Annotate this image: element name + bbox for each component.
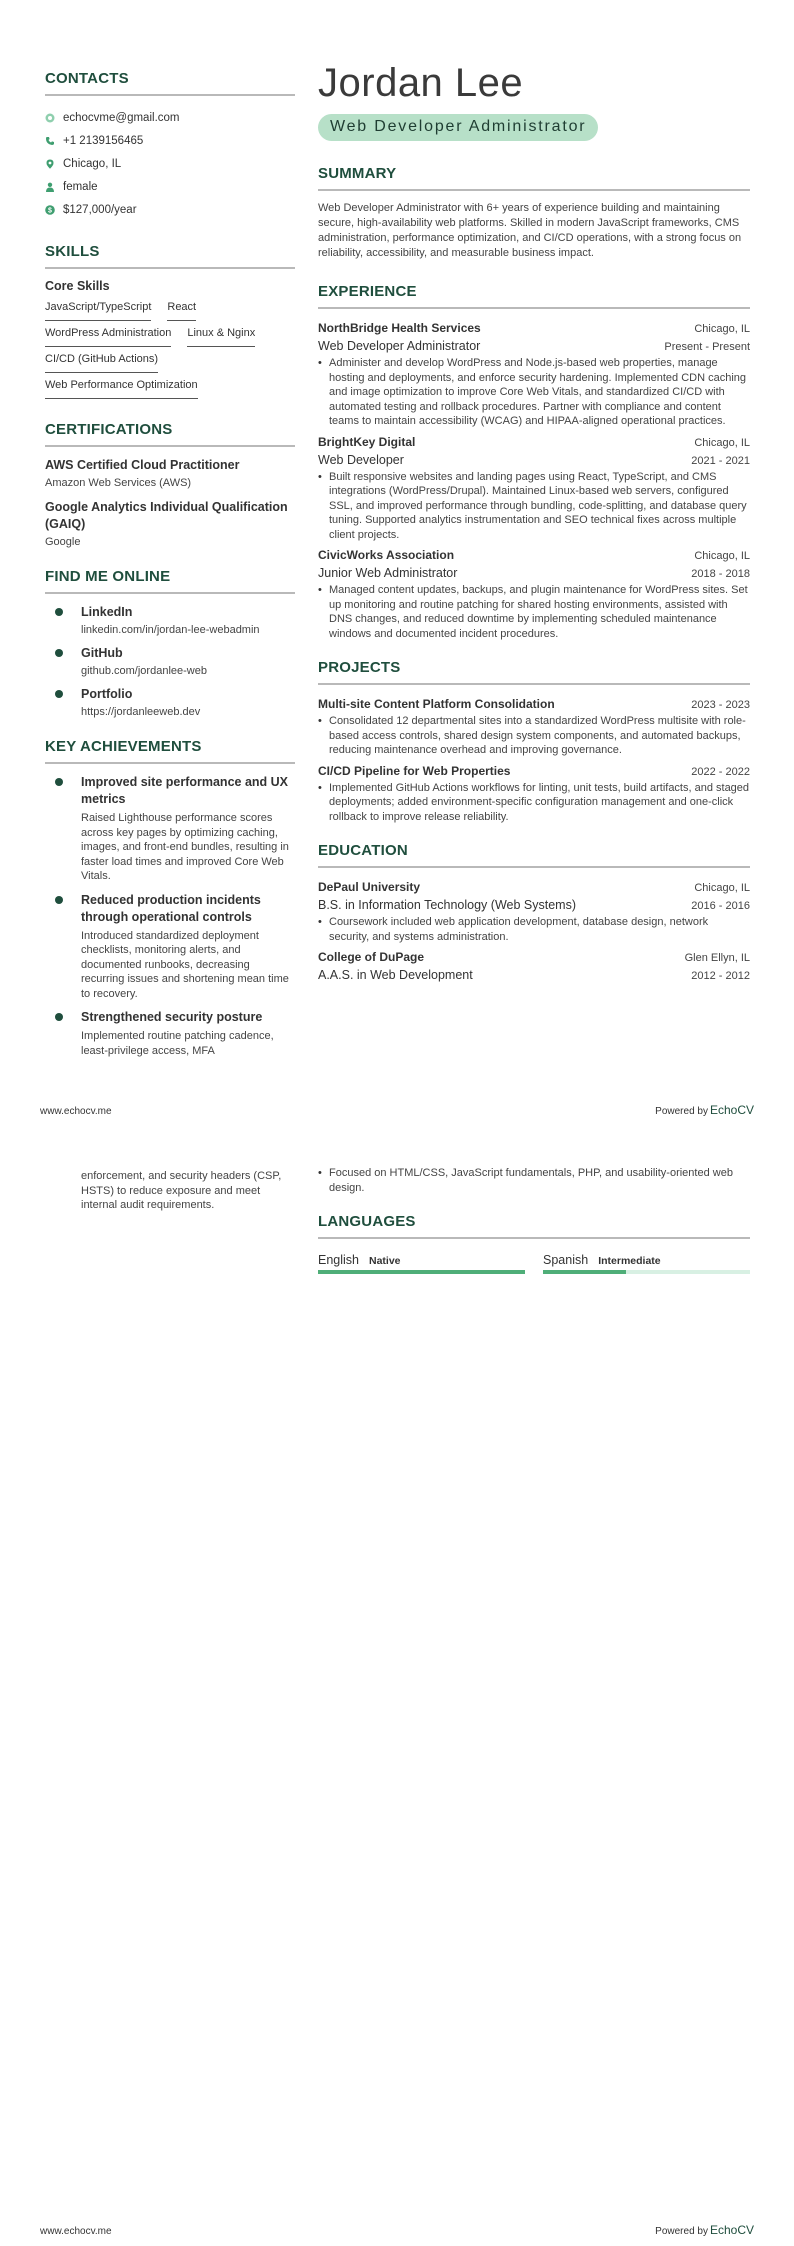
certification-item <box>45 457 295 489</box>
language-bar-fill <box>543 1270 626 1274</box>
candidate-name: Jordan Lee <box>318 61 524 105</box>
location-icon <box>45 159 55 169</box>
achievement-item-continued <box>45 1169 295 1213</box>
online-title: LinkedIn <box>81 605 133 619</box>
footer-site-link[interactable]: www.echocv.me <box>40 1106 112 1117</box>
job-title-badge: Web Developer Administrator <box>318 114 598 141</box>
section-title: FIND ME ONLINE <box>45 568 295 594</box>
dates: 2021 - 2021 <box>691 454 750 467</box>
bullet-text: • Focused on HTML/CSS, JavaScript fundamentals, PHP, and usability-oriented web design. <box>318 1166 750 1195</box>
dates: 2023 - 2023 <box>691 699 750 711</box>
left-column <box>45 70 295 1066</box>
achievement-desc: Implemented routine patching cadence, least-privilege access, MFA <box>81 1030 274 1057</box>
achievement-desc: enforcement, and security headers (CSP, HSTS) to reduce exposure and meet internal audit requirements. <box>81 1170 282 1211</box>
skill-chip: React <box>167 297 196 321</box>
summary-text: Web Developer Administrator with 6+ years of experience building and maintaining secure, high-availability web platforms. Skilled in modern JavaScript frameworks, CMS administration, performance optimization, and CI/CD operations, with a strong focus on reliability, accessibility, and measurable business impact. <box>318 202 742 259</box>
bullet-text: • Administer and develop WordPress and Node.js-based web properties, manage hosting and deployments, and enforce security hardening. Implemented CDN caching and image optimization to improve Core Web Vitals, and standardized CI/CD with automated testing and rollback procedures. Partner with compliance and content teams to maintain accessibility (WCAG) and HIPAA-aligned operational practices. <box>318 356 750 429</box>
dates: Present - Present <box>664 341 750 353</box>
education-item <box>318 880 750 944</box>
skill-chip: Linux & Nginx <box>187 323 255 347</box>
footer-powered: Powered by EchoCV <box>655 1103 754 1117</box>
achievement-title: Strengthened security posture <box>81 1010 263 1024</box>
section-title: LANGUAGES <box>318 1213 750 1239</box>
skill-group-title: Core Skills <box>45 279 110 293</box>
dates: 2018 - 2018 <box>691 568 750 580</box>
skill-chip: WordPress Administration <box>45 323 171 347</box>
page-footer <box>40 2223 754 2237</box>
language-name: English <box>318 1253 359 1267</box>
projects-section <box>318 659 750 824</box>
project-name: CI/CD Pipeline for Web Properties <box>318 763 511 778</box>
page-footer <box>40 1103 754 1117</box>
bullet-icon <box>55 649 63 657</box>
section-title: SKILLS <box>45 243 295 269</box>
language-name: Spanish <box>543 1253 589 1267</box>
languages-section <box>318 1213 750 1274</box>
location: Chicago, IL <box>694 436 750 449</box>
skill-chip: Web Performance Optimization <box>45 375 198 399</box>
certification-name: Google Analytics Individual Qualification (GAIQ) <box>45 500 288 531</box>
company-name: BrightKey Digital <box>318 434 416 449</box>
role: Junior Web Administrator <box>318 566 458 580</box>
resume-page-2 <box>0 1123 794 2246</box>
language-bar <box>318 1270 525 1274</box>
contact-email[interactable] <box>45 106 295 129</box>
certification-issuer: Amazon Web Services (AWS) <box>45 477 192 489</box>
section-title: CONTACTS <box>45 70 295 96</box>
bullet-text: • Managed content updates, backups, and plugin maintenance for WordPress sites. Set up monitoring and routine patching for shared hosting environments, assisted with DNS changes, and reduced downtime by implementing scheduled maintenance windows and documented incident procedures. <box>318 583 750 641</box>
salary-icon <box>45 205 55 215</box>
role: Web Developer <box>318 452 404 467</box>
bullet-text: • Coursework included web application development, database design, network security, and systems administration. <box>318 915 750 944</box>
contacts-section <box>45 70 295 221</box>
online-title: GitHub <box>81 646 123 660</box>
degree: A.A.S. in Web Development <box>318 968 473 982</box>
skill-list <box>45 297 295 399</box>
bullet-icon <box>55 1013 63 1021</box>
section-title: EDUCATION <box>318 842 750 868</box>
footer-site-link[interactable]: www.echocv.me <box>40 2226 112 2237</box>
section-title: EXPERIENCE <box>318 283 750 309</box>
school-name: College of DuPage <box>318 950 425 964</box>
right-column <box>318 62 750 988</box>
location: Chicago, IL <box>694 323 750 335</box>
section-title: CERTIFICATIONS <box>45 421 295 447</box>
brand-logo[interactable]: EchoCV <box>709 2223 754 2237</box>
contact-text: Chicago, IL <box>63 157 122 170</box>
achievement-title: Reduced production incidents through operational controls <box>81 892 261 924</box>
achievements-section <box>45 738 295 1058</box>
person-icon <box>45 182 55 192</box>
section-title: KEY ACHIEVEMENTS <box>45 738 295 764</box>
language-level: Intermediate <box>598 1255 661 1267</box>
language-item <box>318 1253 525 1274</box>
dates: 2016 - 2016 <box>691 900 750 912</box>
online-section <box>45 568 295 718</box>
dates: 2012 - 2012 <box>691 970 750 982</box>
skill-chip: JavaScript/TypeScript <box>45 297 151 321</box>
contact-text: +1 2139156465 <box>63 134 144 147</box>
education-item <box>318 950 750 982</box>
language-level: Native <box>369 1255 401 1267</box>
online-url[interactable]: https://jordanleeweb.dev <box>81 706 201 718</box>
svg-text:$: $ <box>48 207 52 215</box>
footer-powered: Powered by EchoCV <box>655 2223 754 2237</box>
language-bar <box>543 1270 750 1274</box>
achievement-item <box>45 892 295 1002</box>
bullet-icon <box>55 690 63 698</box>
contact-text: female <box>63 180 98 193</box>
achievement-desc: Raised Lighthouse performance scores across key pages by optimizing caching, images, and front-end bundles, resulting in faster load times and improved Core Web Vitals. <box>81 812 289 882</box>
phone-icon <box>45 136 55 146</box>
dates: 2022 - 2022 <box>691 765 750 778</box>
online-url[interactable]: github.com/jordanlee-web <box>81 665 207 677</box>
achievement-title: Improved site performance and UX metrics <box>81 775 289 806</box>
project-item <box>318 764 750 825</box>
contact-phone[interactable] <box>45 129 295 152</box>
location: Chicago, IL <box>694 550 750 562</box>
certifications-section <box>45 421 295 548</box>
certification-name: AWS Certified Cloud Practitioner <box>45 458 240 472</box>
achievement-item <box>45 1009 295 1058</box>
experience-item <box>318 435 750 543</box>
online-item-portfolio[interactable] <box>45 686 295 718</box>
contact-salary <box>45 198 295 221</box>
skill-chip: CI/CD (GitHub Actions) <box>45 349 158 373</box>
online-item-github[interactable] <box>45 645 295 677</box>
section-title: SUMMARY <box>318 165 750 191</box>
bullet-text: • Consolidated 12 departmental sites into a standardized WordPress multisite with role-based access controls, shared design system components, and automated backups, reducing maintenance overhead and improving governance. <box>318 714 750 758</box>
certification-item <box>45 499 295 548</box>
achievement-item <box>45 774 295 884</box>
brand-logo[interactable]: EchoCV <box>709 1103 754 1117</box>
contact-text: echocvme@gmail.com <box>63 111 180 124</box>
language-item <box>543 1253 750 1274</box>
bullet-icon <box>55 896 63 904</box>
company-name: CivicWorks Association <box>318 548 455 562</box>
experience-item <box>318 321 750 429</box>
contact-gender <box>45 175 295 198</box>
section-title: PROJECTS <box>318 659 750 685</box>
skills-section <box>45 243 295 399</box>
project-name: Multi-site Content Platform Consolidation <box>318 697 555 711</box>
email-icon <box>45 113 55 123</box>
contact-text: $127,000/year <box>63 203 137 216</box>
language-bar-fill <box>318 1270 525 1274</box>
education-section <box>318 842 750 982</box>
online-title: Portfolio <box>81 687 133 701</box>
bullet-icon <box>55 608 63 616</box>
left-column-continued <box>45 1166 295 1221</box>
online-item-linkedin[interactable] <box>45 604 295 636</box>
experience-section <box>318 283 750 641</box>
location: Glen Ellyn, IL <box>684 952 750 964</box>
company-name: NorthBridge Health Services <box>318 321 481 335</box>
contact-location <box>45 152 295 175</box>
language-list <box>318 1253 750 1274</box>
summary-section <box>318 165 750 261</box>
location: Chicago, IL <box>694 882 750 894</box>
degree: B.S. in Information Technology (Web Systems) <box>318 898 576 912</box>
online-url[interactable]: linkedin.com/in/jordan-lee-webadmin <box>81 624 260 636</box>
school-name: DePaul University <box>318 880 421 894</box>
certification-issuer: Google <box>45 536 81 548</box>
bullet-icon <box>55 778 63 786</box>
experience-item <box>318 548 750 641</box>
bullet-text: • Built responsive websites and landing pages using React, TypeScript, and CMS integrations (WordPress/Drupal). Maintained Linux-based web servers, configured SSL, and improved performance through bundling, code-splitting, and database query tuning. Supported analytics instrumentation and SEO technical fixes across multiple client projects. <box>318 470 750 543</box>
bullet-text: • Implemented GitHub Actions workflows for linting, unit tests, build artifacts, and staged deployments; added environment-specific configuration management and one-click rollback to improve release reliability. <box>318 781 750 825</box>
achievement-desc: Introduced standardized deployment checklists, monitoring alerts, and documented runbooks, decreasing recurring issues and shortening mean time to recovery. <box>81 929 289 1000</box>
right-column-continued <box>318 1166 750 1274</box>
role: Web Developer Administrator <box>318 339 481 353</box>
project-item <box>318 697 750 758</box>
